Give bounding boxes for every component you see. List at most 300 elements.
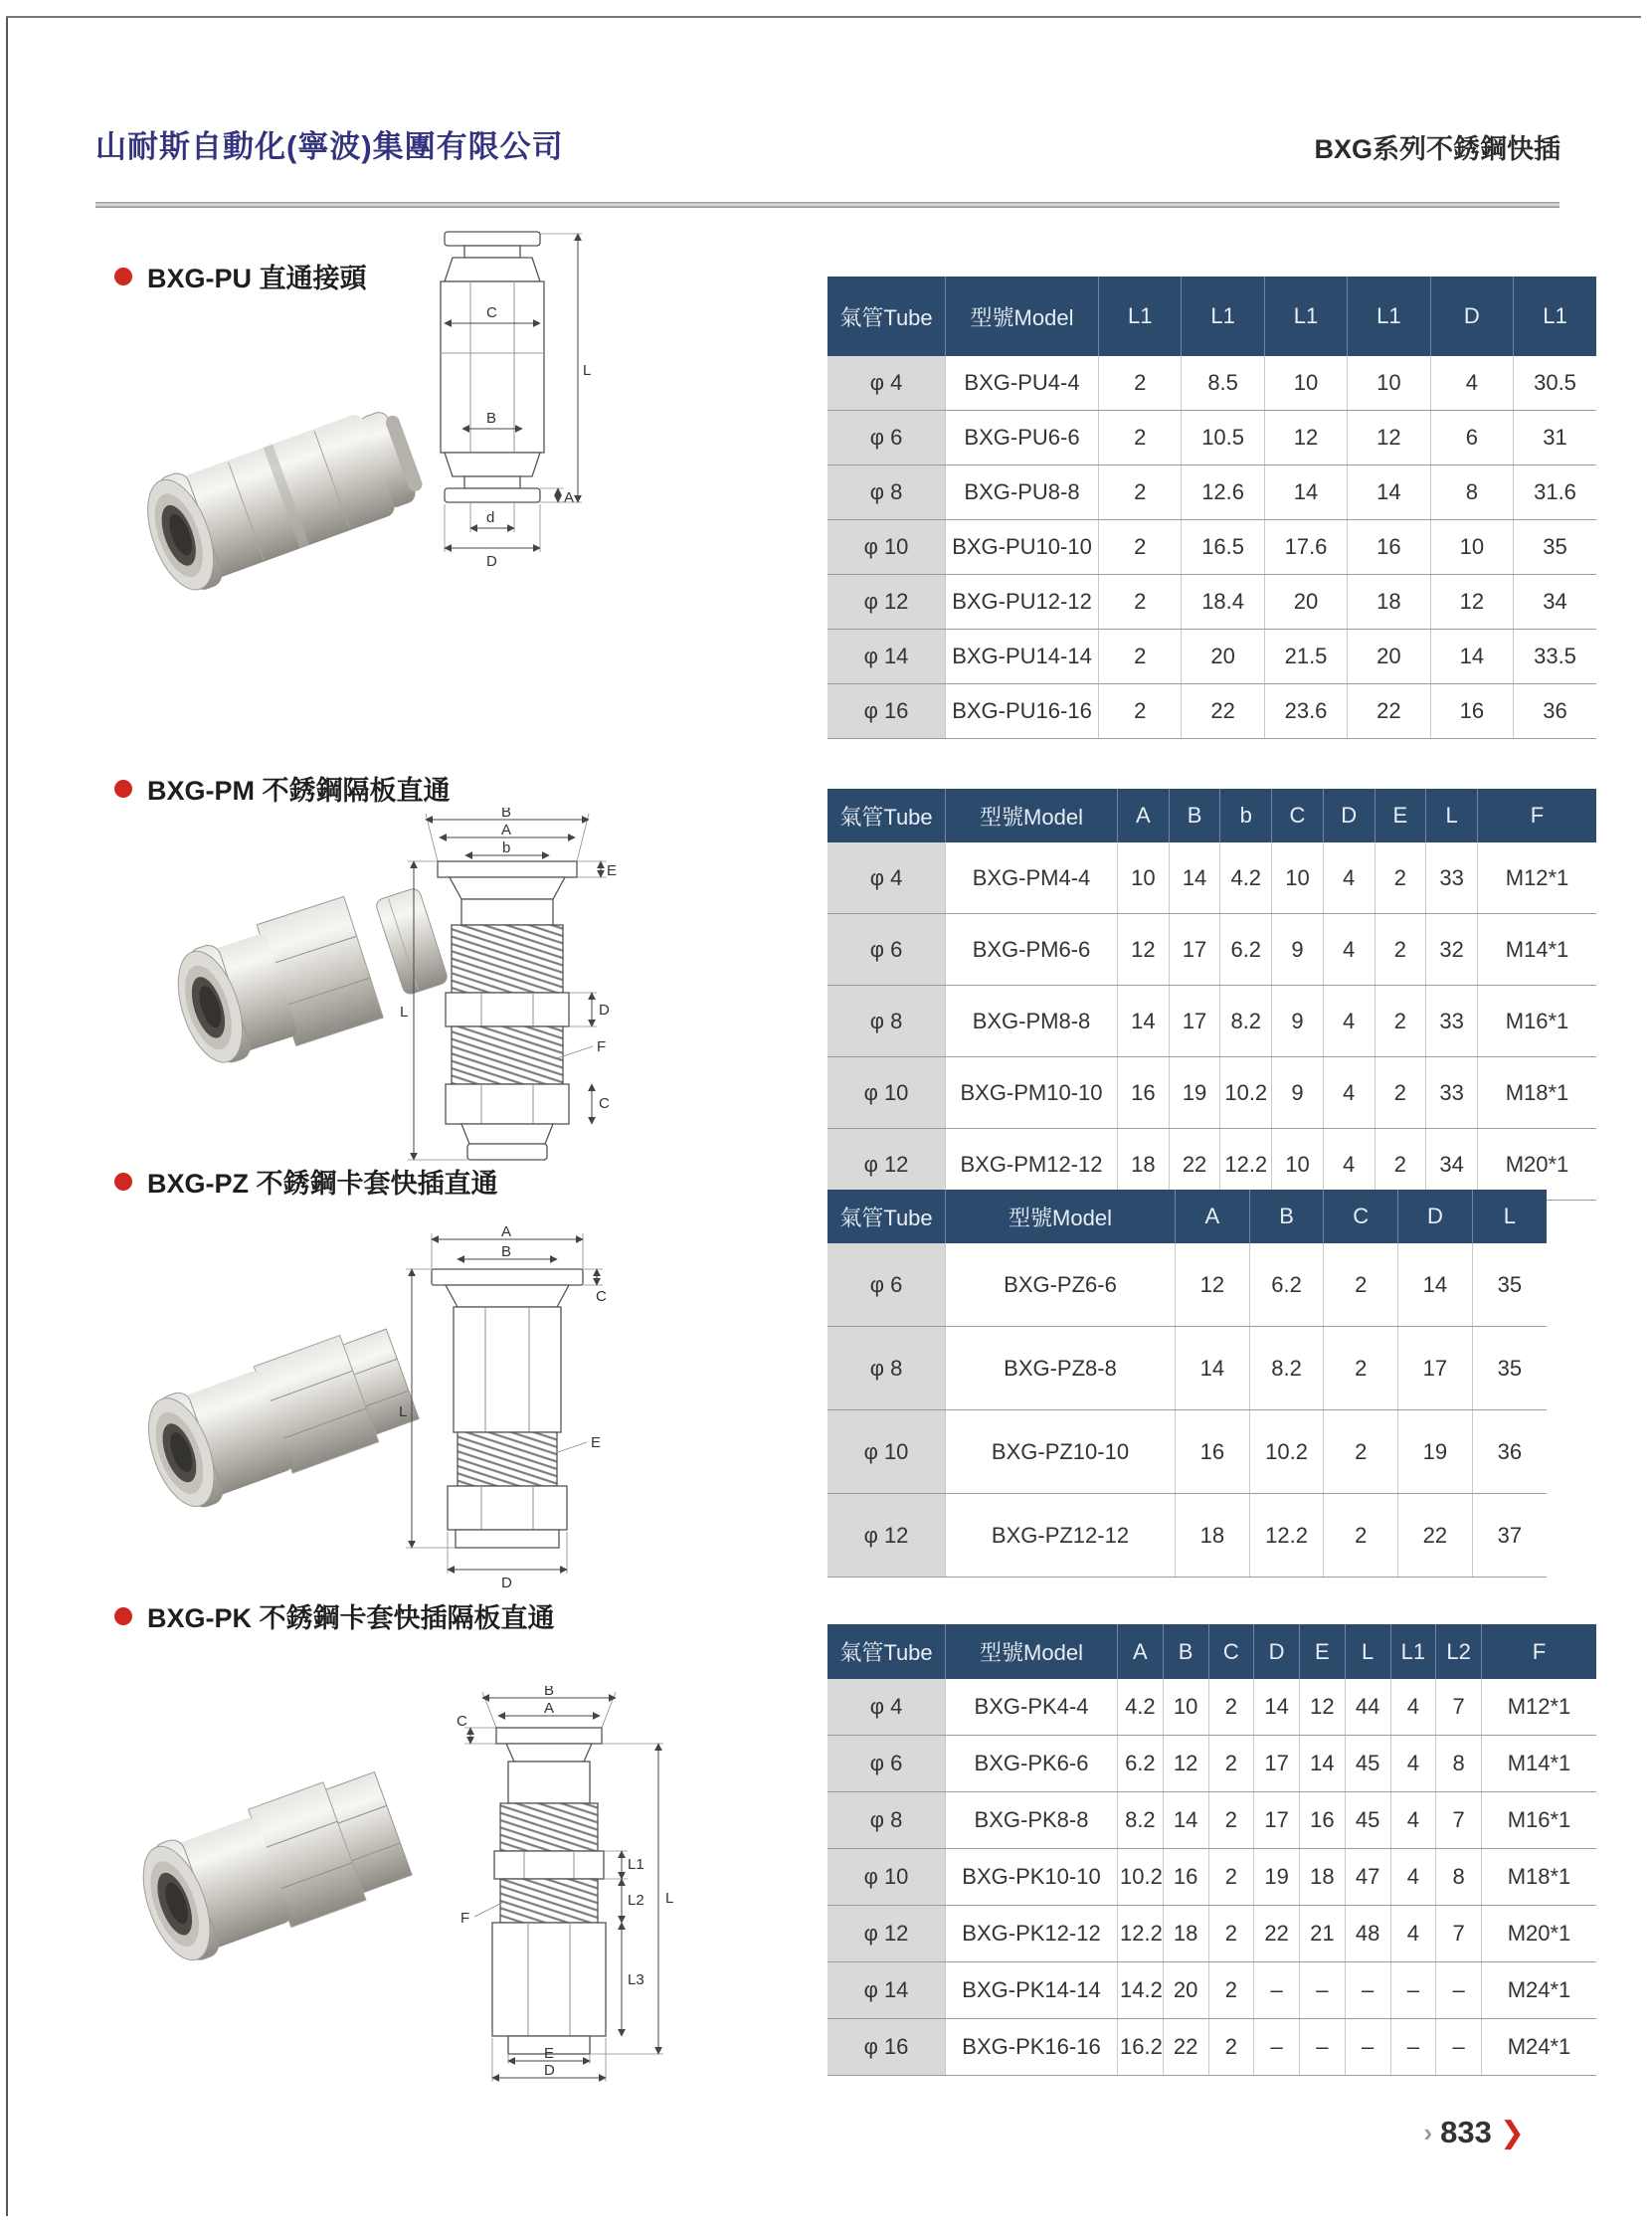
dimension-cell: 2 (1375, 986, 1426, 1057)
dimension-cell: 10 (1264, 356, 1347, 411)
dim-label: B (486, 410, 497, 427)
column-header: C (1208, 1624, 1254, 1679)
column-header: B (1169, 789, 1220, 842)
technical-drawing-bxg-pz (398, 1225, 607, 1598)
column-header: A (1118, 789, 1170, 842)
dimension-cell: 10 (1272, 842, 1324, 914)
dimension-cell: 35 (1472, 1327, 1547, 1410)
dimension-cell: 4.2 (1118, 1679, 1164, 1736)
tube-size-cell: φ 4 (827, 1679, 946, 1736)
table-row (827, 575, 1596, 630)
dim-label: D (544, 2062, 555, 2079)
dimension-cell: 33 (1426, 1057, 1478, 1129)
dimension-cell: 2 (1208, 1792, 1254, 1849)
dimension-cell: 7 (1436, 1906, 1482, 1962)
dimension-cell: 21.5 (1264, 630, 1347, 684)
column-header: C (1272, 789, 1324, 842)
tube-size-cell: φ 16 (827, 684, 946, 739)
red-bullet-icon (114, 1173, 132, 1191)
dimension-cell: 10 (1163, 1679, 1208, 1736)
dimension-cell: 35 (1514, 520, 1596, 575)
dimension-cell: 22 (1254, 1906, 1300, 1962)
dimension-cell: 10.5 (1182, 411, 1264, 465)
dimension-cell: 10.2 (1220, 1057, 1272, 1129)
column-header: 型號Model (946, 1624, 1118, 1679)
technical-drawing-bxg-pk (453, 1686, 681, 2094)
dimension-cell: 12 (1163, 1736, 1208, 1792)
dimension-cell: 2 (1208, 2019, 1254, 2076)
model-cell: BXG-PZ6-6 (946, 1243, 1176, 1327)
dimension-cell: 10.2 (1249, 1410, 1324, 1494)
dimension-cell: 2 (1208, 1962, 1254, 2019)
dimension-cell: – (1436, 1962, 1482, 2019)
column-header: 氣管Tube (827, 277, 946, 356)
dimension-cell: 14 (1430, 630, 1513, 684)
dimension-cell: 17 (1169, 986, 1220, 1057)
dimension-cell: 12 (1176, 1243, 1250, 1327)
dimension-cell: 16 (1430, 684, 1513, 739)
table-row (827, 1906, 1596, 1962)
model-cell: BXG-PU4-4 (946, 356, 1099, 411)
column-header: D (1323, 789, 1375, 842)
dimension-cell: 18 (1118, 1129, 1170, 1201)
model-cell: BXG-PU6-6 (946, 411, 1099, 465)
table-row (827, 1849, 1596, 1906)
column-header: 氣管Tube (827, 789, 946, 842)
dimension-cell: 18.4 (1182, 575, 1264, 630)
section-title-bxg-pm (114, 769, 451, 808)
model-cell: BXG-PM10-10 (946, 1057, 1118, 1129)
dimension-cell: – (1300, 1962, 1346, 2019)
table-row (827, 1679, 1596, 1736)
dimension-cell: – (1254, 1962, 1300, 2019)
dim-label: A (564, 489, 575, 506)
dimension-cell: 2 (1324, 1494, 1398, 1578)
tube-size-cell: φ 12 (827, 1906, 946, 1962)
tube-size-cell: φ 14 (827, 1962, 946, 2019)
tube-size-cell: φ 4 (827, 842, 946, 914)
dimension-cell: 14 (1264, 465, 1347, 520)
tube-size-cell: φ 12 (827, 575, 946, 630)
dimension-cell: 12 (1348, 411, 1430, 465)
model-cell: BXG-PU14-14 (946, 630, 1099, 684)
dimension-cell: 17.6 (1264, 520, 1347, 575)
dimension-cell: 48 (1345, 1906, 1390, 1962)
dimension-cell: 4 (1390, 1679, 1436, 1736)
column-header: B (1249, 1190, 1324, 1243)
column-header: 氣管Tube (827, 1624, 946, 1679)
dim-label: L (400, 1004, 409, 1021)
dimension-cell: 2 (1375, 1129, 1426, 1201)
dimension-cell: – (1390, 2019, 1436, 2076)
dimension-cell: 4 (1323, 914, 1375, 986)
dim-label: C (599, 1095, 610, 1112)
model-cell: BXG-PM4-4 (946, 842, 1118, 914)
dim-label: E (544, 2045, 555, 2062)
dim-label: F (597, 1038, 607, 1055)
column-header: F (1482, 1624, 1597, 1679)
table-row (827, 2019, 1596, 2076)
dimension-cell: 17 (1254, 1792, 1300, 1849)
dimension-cell: 20 (1348, 630, 1430, 684)
model-cell: BXG-PZ12-12 (946, 1494, 1176, 1578)
section-title-bxg-pk (114, 1596, 555, 1635)
tube-size-cell: φ 14 (827, 630, 946, 684)
tube-size-cell: φ 10 (827, 1057, 946, 1129)
dim-label: L1 (628, 1856, 644, 1873)
dimension-cell: 34 (1514, 575, 1596, 630)
column-header: E (1300, 1624, 1346, 1679)
dimension-cell: 4 (1323, 842, 1375, 914)
tube-size-cell: φ 4 (827, 356, 946, 411)
dimension-cell: 12 (1430, 575, 1513, 630)
dimension-cell: 2 (1099, 520, 1182, 575)
column-header: D (1398, 1190, 1473, 1243)
tube-size-cell: φ 6 (827, 914, 946, 986)
column-header: 型號Model (946, 277, 1099, 356)
dimension-cell: 4 (1390, 1792, 1436, 1849)
dimension-cell: 2 (1208, 1906, 1254, 1962)
tube-size-cell: φ 6 (827, 1736, 946, 1792)
column-header: D (1430, 277, 1513, 356)
dim-label: E (607, 862, 617, 879)
dimension-cell: 12.2 (1118, 1906, 1164, 1962)
column-header: b (1220, 789, 1272, 842)
column-header: 型號Model (946, 1190, 1176, 1243)
dimension-cell: 9 (1272, 1057, 1324, 1129)
dimension-cell: 2 (1099, 411, 1182, 465)
dimension-cell: 10 (1348, 356, 1430, 411)
model-cell: BXG-PM8-8 (946, 986, 1118, 1057)
dimension-cell: 2 (1208, 1736, 1254, 1792)
dimension-cell: 14 (1176, 1327, 1250, 1410)
column-header: L1 (1348, 277, 1430, 356)
dimension-cell: 2 (1099, 575, 1182, 630)
column-header: A (1118, 1624, 1164, 1679)
dimension-cell: 18 (1300, 1849, 1346, 1906)
model-cell: BXG-PK8-8 (946, 1792, 1118, 1849)
dimension-cell: 2 (1375, 842, 1426, 914)
dimension-cell: 14.2 (1118, 1962, 1164, 2019)
column-header: C (1324, 1190, 1398, 1243)
dimension-cell: 2 (1099, 630, 1182, 684)
table-row (827, 1410, 1547, 1494)
table-row (827, 684, 1596, 739)
page-number (1423, 2115, 1525, 2150)
tube-size-cell: φ 8 (827, 1327, 946, 1410)
page-number-text: 833 (1440, 2115, 1492, 2149)
dimension-cell: – (1390, 1962, 1436, 2019)
dimension-cell: M14*1 (1482, 1736, 1597, 1792)
dim-label: C (486, 304, 497, 321)
table-row (827, 1327, 1547, 1410)
dim-label: L3 (628, 1971, 644, 1988)
dimension-cell: 2 (1324, 1243, 1398, 1327)
model-cell: BXG-PU8-8 (946, 465, 1099, 520)
dim-label: L (583, 362, 592, 379)
model-cell: BXG-PZ8-8 (946, 1327, 1176, 1410)
dimension-cell: 8.5 (1182, 356, 1264, 411)
dimension-cell: – (1436, 2019, 1482, 2076)
technical-drawing-bxg-pm (398, 808, 617, 1201)
dimension-cell: 7 (1436, 1792, 1482, 1849)
dim-label: A (501, 1225, 512, 1240)
dimension-cell: 22 (1398, 1494, 1473, 1578)
dim-label: B (501, 808, 512, 821)
dimension-cell: 2 (1324, 1410, 1398, 1494)
chevron-right-gray-icon: › (1423, 2117, 1433, 2147)
dimension-cell: 19 (1398, 1410, 1473, 1494)
dimension-cell: 4 (1323, 1057, 1375, 1129)
dimension-cell: 12.2 (1249, 1494, 1324, 1578)
technical-drawing-bxg-pu (393, 224, 592, 632)
dimension-cell: 10.2 (1118, 1849, 1164, 1906)
dimension-cell: 31 (1514, 411, 1596, 465)
dimension-cell: 10 (1430, 520, 1513, 575)
dimension-cell: 31.6 (1514, 465, 1596, 520)
dimension-cell: 2 (1375, 1057, 1426, 1129)
dimension-cell: – (1345, 2019, 1390, 2076)
dimension-cell: 19 (1254, 1849, 1300, 1906)
table-row (827, 1962, 1596, 2019)
dimension-cell: 17 (1169, 914, 1220, 986)
tube-size-cell: φ 12 (827, 1129, 946, 1201)
table-row (827, 520, 1596, 575)
dim-label: C (596, 1288, 607, 1305)
tube-size-cell: φ 10 (827, 1849, 946, 1906)
model-cell: BXG-PU12-12 (946, 575, 1099, 630)
dimension-cell: 2 (1324, 1327, 1398, 1410)
series-title: BXG系列不銹鋼快插 (1314, 134, 1560, 164)
dimension-cell: – (1345, 1962, 1390, 2019)
dimension-cell: 6 (1430, 411, 1513, 465)
dimension-cell: 22 (1348, 684, 1430, 739)
section-title-text: BXG-PK 不銹鋼卡套快插隔板直通 (147, 1603, 555, 1633)
dim-label: F (460, 1910, 470, 1927)
model-cell: BXG-PK12-12 (946, 1906, 1118, 1962)
dimension-cell: M12*1 (1478, 842, 1597, 914)
company-name: 山耐斯自動化(寧波)集團有限公司 (95, 129, 564, 164)
table-row (827, 1243, 1547, 1327)
dimension-cell: 12.2 (1220, 1129, 1272, 1201)
red-bullet-icon (114, 780, 132, 798)
table-row (827, 1792, 1596, 1849)
model-cell: BXG-PK6-6 (946, 1736, 1118, 1792)
header-row (827, 277, 1596, 356)
dimension-cell: 4 (1323, 1129, 1375, 1201)
dimension-cell: M24*1 (1482, 2019, 1597, 2076)
dimension-cell: 12 (1300, 1679, 1346, 1736)
tube-size-cell: φ 6 (827, 1243, 946, 1327)
dimension-cell: 12.6 (1182, 465, 1264, 520)
product-photo-bxg-pk (85, 1743, 462, 1996)
tube-size-cell: φ 8 (827, 1792, 946, 1849)
dimension-cell: 2 (1099, 356, 1182, 411)
dimension-cell: M14*1 (1478, 914, 1597, 986)
column-header: L1 (1182, 277, 1264, 356)
dimension-cell: 16 (1300, 1792, 1346, 1849)
spec-table-bxg-pk (827, 1624, 1596, 2076)
dimension-cell: 14 (1300, 1736, 1346, 1792)
dimension-cell: 2 (1375, 914, 1426, 986)
dimension-cell: 19 (1169, 1057, 1220, 1129)
dimension-cell: 20 (1163, 1962, 1208, 2019)
dim-label: A (544, 1700, 555, 1717)
column-header: L (1472, 1190, 1547, 1243)
dimension-cell: 8 (1436, 1849, 1482, 1906)
dim-label: A (501, 822, 512, 838)
dimension-cell: 30.5 (1514, 356, 1596, 411)
tube-size-cell: φ 8 (827, 986, 946, 1057)
dim-label: b (502, 839, 511, 856)
dim-label: L (399, 1403, 408, 1420)
dimension-cell: M20*1 (1478, 1129, 1597, 1201)
dimension-cell: 6.2 (1118, 1736, 1164, 1792)
column-header: 氣管Tube (827, 1190, 946, 1243)
dimension-cell: M20*1 (1482, 1906, 1597, 1962)
dimension-cell: 14 (1254, 1679, 1300, 1736)
dimension-cell: 18 (1163, 1906, 1208, 1962)
tube-size-cell: φ 10 (827, 520, 946, 575)
dimension-cell: 4 (1390, 1736, 1436, 1792)
dimension-cell: 23.6 (1264, 684, 1347, 739)
dimension-cell: 17 (1254, 1736, 1300, 1792)
column-header: D (1254, 1624, 1300, 1679)
tube-size-cell: φ 6 (827, 411, 946, 465)
tube-size-cell: φ 16 (827, 2019, 946, 2076)
dimension-cell: 4 (1323, 986, 1375, 1057)
dimension-cell: 8.2 (1249, 1327, 1324, 1410)
dimension-cell: – (1300, 2019, 1346, 2076)
section-title-bxg-pu (114, 257, 367, 295)
dimension-cell: 6.2 (1249, 1243, 1324, 1327)
dimension-cell: 12 (1118, 914, 1170, 986)
dimension-cell: M18*1 (1482, 1849, 1597, 1906)
header-row (827, 1190, 1547, 1243)
table-row (827, 1494, 1547, 1578)
section-title-text: BXG-PU 直通接頭 (147, 264, 367, 293)
dimension-cell: 14 (1163, 1792, 1208, 1849)
column-header: L (1426, 789, 1478, 842)
dimension-cell: 32 (1426, 914, 1478, 986)
dimension-cell: M16*1 (1478, 986, 1597, 1057)
dimension-cell: 36 (1472, 1410, 1547, 1494)
dim-label: E (591, 1434, 602, 1451)
column-header: B (1163, 1624, 1208, 1679)
dimension-cell: 2 (1208, 1679, 1254, 1736)
model-cell: BXG-PZ10-10 (946, 1410, 1176, 1494)
dimension-cell: 6.2 (1220, 914, 1272, 986)
dimension-cell: 18 (1348, 575, 1430, 630)
table-row (827, 411, 1596, 465)
model-cell: BXG-PU10-10 (946, 520, 1099, 575)
dimension-cell: 8 (1430, 465, 1513, 520)
dimension-cell: 4 (1390, 1849, 1436, 1906)
model-cell: BXG-PK16-16 (946, 2019, 1118, 2076)
dimension-cell: 45 (1345, 1792, 1390, 1849)
dimension-cell: 22 (1182, 684, 1264, 739)
model-cell: BXG-PM6-6 (946, 914, 1118, 986)
dimension-cell: M18*1 (1478, 1057, 1597, 1129)
dim-label: C (457, 1713, 467, 1730)
dimension-cell: 10 (1118, 842, 1170, 914)
dim-label: D (501, 1575, 512, 1591)
dimension-cell: 47 (1345, 1849, 1390, 1906)
dimension-cell: – (1254, 2019, 1300, 2076)
dimension-cell: 4 (1430, 356, 1513, 411)
column-header: F (1478, 789, 1597, 842)
dimension-cell: 16 (1163, 1849, 1208, 1906)
dimension-cell: 2 (1099, 465, 1182, 520)
dimension-cell: 34 (1426, 1129, 1478, 1201)
page-edge-left (6, 16, 8, 2216)
dimension-cell: 14 (1398, 1243, 1473, 1327)
dimension-cell: 33 (1426, 842, 1478, 914)
dimension-cell: 44 (1345, 1679, 1390, 1736)
dimension-cell: 16 (1176, 1410, 1250, 1494)
column-header: E (1375, 789, 1426, 842)
page-edge-top (6, 16, 1641, 18)
section-title-text: BXG-PZ 不銹鋼卡套快插直通 (147, 1169, 498, 1199)
dimension-cell: 36 (1514, 684, 1596, 739)
model-cell: BXG-PK4-4 (946, 1679, 1118, 1736)
dimension-cell: M24*1 (1482, 1962, 1597, 2019)
dimension-cell: 4 (1390, 1906, 1436, 1962)
table-row (827, 465, 1596, 520)
header-rule (95, 202, 1560, 208)
column-header: L1 (1099, 277, 1182, 356)
column-header: L2 (1436, 1624, 1482, 1679)
dimension-cell: 8 (1436, 1736, 1482, 1792)
table-row (827, 1057, 1596, 1129)
dimension-cell: 8.2 (1118, 1792, 1164, 1849)
table-row (827, 630, 1596, 684)
table-row (827, 914, 1596, 986)
section-title-bxg-pz (114, 1162, 498, 1201)
dimension-cell: 2 (1208, 1849, 1254, 1906)
dim-label: D (486, 553, 497, 570)
dimension-cell: 20 (1264, 575, 1347, 630)
dimension-cell: 22 (1163, 2019, 1208, 2076)
column-header: L1 (1264, 277, 1347, 356)
dimension-cell: M12*1 (1482, 1679, 1597, 1736)
spec-table-bxg-pz (827, 1190, 1547, 1578)
table-row (827, 356, 1596, 411)
dimension-cell: 16.5 (1182, 520, 1264, 575)
column-header: L1 (1390, 1624, 1436, 1679)
dim-label: D (599, 1002, 610, 1019)
dimension-cell: 37 (1472, 1494, 1547, 1578)
model-cell: BXG-PK10-10 (946, 1849, 1118, 1906)
model-cell: BXG-PU16-16 (946, 684, 1099, 739)
header-row (827, 1624, 1596, 1679)
dimension-cell: 4.2 (1220, 842, 1272, 914)
dimension-cell: 16 (1348, 520, 1430, 575)
tube-size-cell: φ 8 (827, 465, 946, 520)
dimension-cell: 7 (1436, 1679, 1482, 1736)
dimension-cell: 16.2 (1118, 2019, 1164, 2076)
dimension-cell: 45 (1345, 1736, 1390, 1792)
model-cell: BXG-PK14-14 (946, 1962, 1118, 2019)
dim-label: d (486, 509, 495, 526)
dimension-cell: 21 (1300, 1906, 1346, 1962)
tube-size-cell: φ 10 (827, 1410, 946, 1494)
dimension-cell: 14 (1348, 465, 1430, 520)
dimension-cell: 33.5 (1514, 630, 1596, 684)
spec-table-bxg-pm (827, 789, 1596, 1201)
dimension-cell: 20 (1182, 630, 1264, 684)
column-header: L (1345, 1624, 1390, 1679)
